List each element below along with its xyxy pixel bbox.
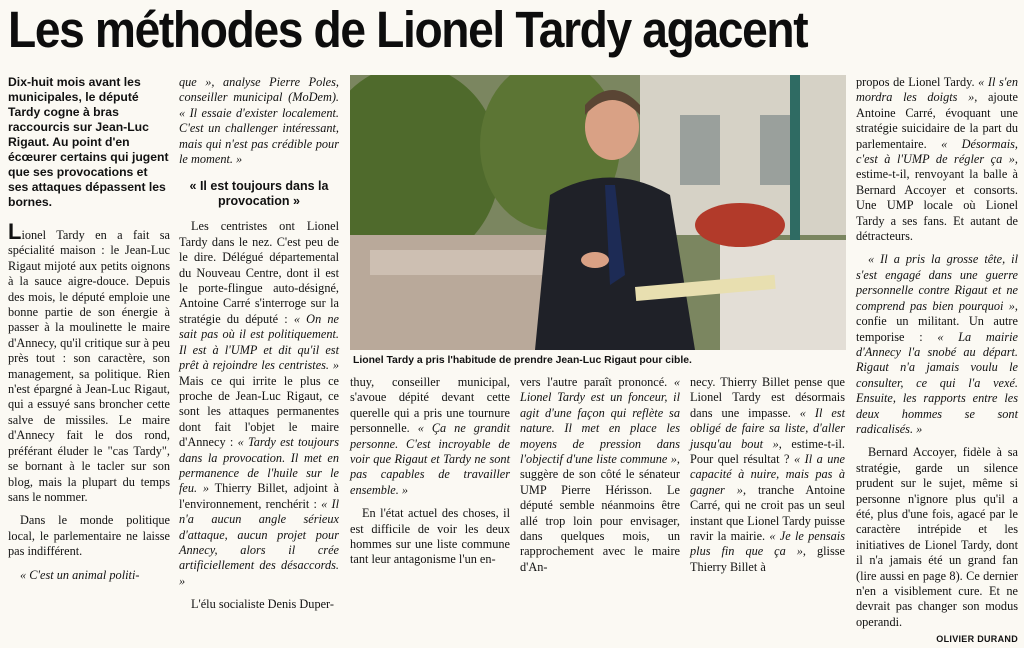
col2-paragraph-1 <box>179 75 339 167</box>
col2-quote-billet: « Il n'a aucun angle sérieux d'attaque, aucun projet pour Annecy, alors il crée artificiellement des désaccords. » <box>179 496 340 588</box>
col6-quote-2: « Désormais, c'est à l'UMP de régler ça » <box>856 136 1018 167</box>
col4-p1c: , suggère de son côté le sénateur UMP Pierre Hérisson. Le député semble néanmoins être allé trop loin pour envisager, dans quelques mois, un rapprochement avec le maire d'An- <box>520 452 680 574</box>
col3-paragraph-2: En l'état actuel des choses, il est difficile de voir les deux hommes sur une liste commune tant leur antagonisme l'un en- <box>350 506 510 567</box>
col5-p1g: , glisse Thierry Billet à <box>690 544 845 574</box>
col6-p1a: propos de Lionel Tardy. <box>856 75 979 89</box>
chapo: Dix-huit mois avant les municipales, le député Tardy cogne à bras raccourcis sur Jean-Luc Rigaut. Au point d'en écœurer certains qui jugent que ses provocations et ses attaques dépassent les bornes. <box>8 75 169 209</box>
col4-p1a: vers l'autre paraît prononcé. <box>520 375 674 389</box>
col1-paragraph-1 <box>8 219 170 505</box>
drop-cap: L <box>8 219 22 244</box>
column-6 <box>856 75 1018 648</box>
col2-paragraph-2 <box>179 219 339 589</box>
column-1 <box>8 75 170 583</box>
column-3 <box>350 375 510 568</box>
col5-quote-3: « Je le pensais plus fin que ça » <box>690 529 845 559</box>
col6-p1e: , estime-t-il, renvoyant la balle à Bernard Accoyer et consorts. Une UMP locale où Lionel Tardy a ses fans. Et autant de détracteurs. <box>856 152 1018 244</box>
col5-paragraph-1 <box>690 375 845 575</box>
col6-paragraph-1 <box>856 75 1018 244</box>
col2-quote-tardy-provocation: « Tardy est toujours dans la provocation. Il met en permanence de l'huile sur le feu. » <box>179 435 340 496</box>
author-signature: OLIVIER DURAND <box>936 634 1018 645</box>
col2-p1a: que », analyse Pierre Poles, conseiller municipal (MoDem). <box>179 75 339 105</box>
col5-quote-1: « Il est obligé de faire sa liste, d'aller jusqu'au bout » <box>690 405 845 451</box>
col1-paragraph-3: « C'est un animal politi- <box>20 567 140 582</box>
col6-paragraph-3: Bernard Accoyer, fidèle à sa stratégie, garde un silence prudent sur le sujet, même si personne n'ignore plus qu'il a été, plus d'une fois, agacé par le caractère intrépide et les initiatives de Lionel Tardy, dont il n'a jamais été un grand fan (lire aussi en page 8). Ce dernier n'en a visiblement cure. Et ne devrait pas changer son modus operandi. <box>856 445 1018 629</box>
col6-paragraph-2 <box>856 252 1018 437</box>
article-photo <box>350 75 846 350</box>
headline: Les méthodes de Lionel Tardy agacent <box>8 1 808 58</box>
col6-p1c: , ajoute Antoine Carré, évoquant une stratégie suicidaire de la part du parlementaire. <box>856 90 1018 151</box>
col6-quote-mairie: « La mairie d'Annecy l'a snobé au départ. Rigaut n'a jamais voulu le consulter, ce qui l'a vexé. Ensuite, les rapports entre les deux hommes se sont radicalisés. » <box>856 329 1019 436</box>
col1-p1-text: ionel Tardy en a fait sa spécialité maison : le Jean-Luc Rigaut mijoté aux petits oignons à la sauce aigre-douce. Depuis des mois, le député emploie une bonne partie de son énergie à passer à la moulinette le maire d'Annecy, qu'il critique sur à peu près tout : son caractère, son management, sa politique. Rien n'est épargné à Jean-Luc Rigaut, qui a essuyé sans broncher cette salve de missiles. Le maire d'Annecy fait le dos rond, préférant éluder le "cas Tardy", se bornant à le tacler sur son blog, mais la plupart du temps sans le nommer. <box>8 228 170 504</box>
column-2 <box>179 75 339 613</box>
col4-paragraph-1 <box>520 375 680 575</box>
col2-paragraph-3: L'élu socialiste Denis Duper- <box>191 597 334 612</box>
col5-quote-2: « Il a une capacité à nuire, mais pas à gagner » <box>690 452 845 497</box>
photo-caption: Lionel Tardy a pris l'habitude de prendre Jean-Luc Rigaut pour cible. <box>353 355 692 366</box>
col3-quote-duperthuy: « Ça ne grandit personne. C'est incroyable de voir que Rigaut et Tardy ne sont pas capables de travailler ensemble. » <box>350 421 510 497</box>
col3-p1a: thuy, conseiller municipal, s'avoue dépité devant cette querelle qui a pris une tournure personnelle. <box>350 375 510 436</box>
col5-p1e: , tranche Antoine Carré, qui ne croit pas un seul instant que Lionel Tardy puisse ravir la mairie. <box>690 482 846 544</box>
col2-p2a: Les centristes ont Lionel Tardy dans le nez. C'est peu de le dire. Délégué départemental du Nouveau Centre, dont il est le porte-flingue auto-désigné, Antoine Carré s'interroge sur la stratégie du député : <box>179 219 339 326</box>
col2-p2c: Mais ce qui irrite le plus ce proche de Jean-Luc Rigaut, ce sont les attaques permanentes dont fait l'objet le maire d'Annecy : <box>179 373 339 450</box>
col6-p2b: , confie un militant. Un autre temporise : <box>856 298 1018 344</box>
intertitle: « Il est toujours dans la provocation » <box>189 179 329 209</box>
col6-quote-militant: « Il a pris la grosse tête, il s'est engagé dans une guerre personnelle contre Rigaut et ne comprend pas bien pourquoi » <box>856 252 1018 313</box>
col5-p1a: necy. Thierry Billet pense que Lionel Tardy est désormais dans une impasse. <box>690 375 845 420</box>
col2-quote-poles: « Il essaie d'exister localement. C'est un challenger intéressant, mais qui n'est pas crédible pour le moment. » <box>179 105 339 167</box>
column-5 <box>690 375 845 575</box>
col2-p2e: Thierry Billet, adjoint à l'environnement, renchérit : <box>179 481 339 511</box>
column-4 <box>520 375 680 575</box>
col2-quote-carre: « On ne sait pas où il est politiquement. Il est à l'UMP et dit qu'il est prêt à rejoindre les centristes. » <box>179 311 339 373</box>
col6-quote-1: « Il s'en mordra les doigts » <box>856 75 1018 105</box>
col3-paragraph-1 <box>350 375 510 498</box>
col1-paragraph-2: Dans le monde politique local, le parlementaire ne laisse pas indifférent. <box>8 513 170 559</box>
col4-quote-herisson: « Lionel Tardy est un fonceur, il agit d'une façon qui reflète sa nature. Il met en place les moyens de pression dans l'objectif d'une liste commune » <box>520 375 680 467</box>
col5-p1c: , estime-t-il. Pour quel résultat ? <box>690 436 845 467</box>
